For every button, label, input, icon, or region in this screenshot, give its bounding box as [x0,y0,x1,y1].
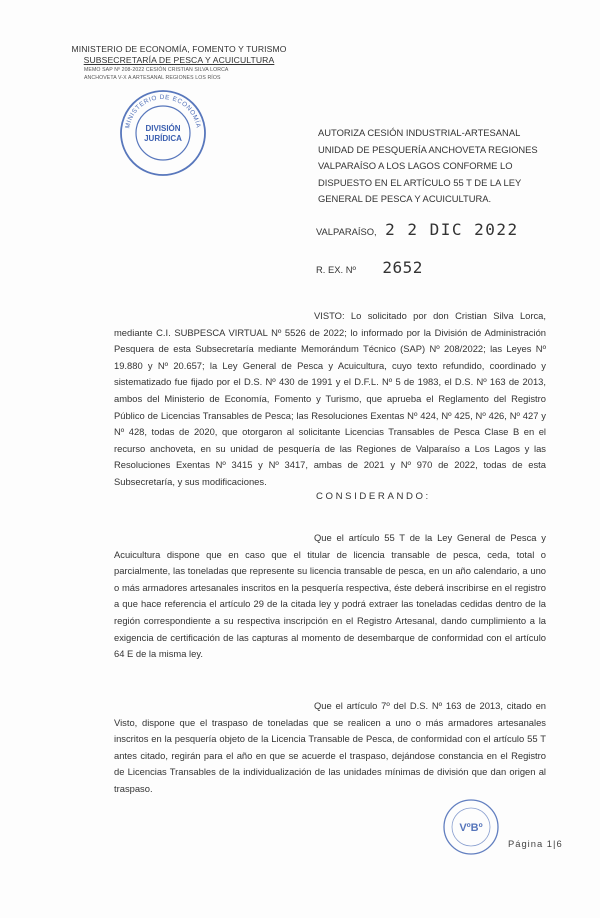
resolution-number-line [316,258,423,278]
date-stamp: 2 2 DIC 2022 [385,220,519,239]
memo-reference-line-1: MEMO SAP Nº 208-2022 CESIÓN CRISTIAN SILVA LORCA [84,67,229,73]
resolution-title: AUTORIZA CESIÓN INDUSTRIAL-ARTESANAL UNIDAD DE PESQUERÍA ANCHOVETA REGIONES VALPARAÍSO A LOS LAGOS CONFORME LO DISPUESTO EN EL ARTÍCULO 55 T DE LA LEY GENERAL DE PESCA Y ACUICULTURA. [318,127,538,204]
stamp-line-2: JURÍDICA [144,134,182,143]
considerando-paragraph-1: Que el artículo 55 T de la Ley General de Pesca y Acuicultura dispone que en caso que el titular de licencia transable de pesca, ceda, total o parcialmente, las toneladas que represente su licencia transable de pesca, en un año calendario, a uno o más armadores artesanales inscritos en la pesquería respectiva, éste deberá inscribirse en el registro a que hace referencia el artículo 29 de la citada ley y podrá extraer las toneladas cedidas dentro de la región correspondiente a su respectiva inscripción en el Registro Artesanal, dando cumplimiento a la exigencia de certificación de las capturas al momento de desembarque de conformidad con el artículo 64 E de la misma ley. [114,532,546,660]
considerando-paragraph-2: Que el artículo 7º del D.S. Nº 163 de 2013, citado en Visto, dispone que el traspaso de toneladas que se realicen a uno o más armadores artesanales inscritos en la pesquería objeto de la Licencia Transable de Pesca, de conformidad con el artículo 55 T antes citado, regirán para el año en que se acuerde el traspaso, dejándose constancia en el Registro de Licencias Transables de la individualización de las unidades mínimas de división que dan origen al traspaso. [114,700,546,794]
rex-label: R. EX. Nº [316,264,356,275]
rex-number: 2652 [382,258,423,277]
subsecretaria-name: SUBSECRETARÍA DE PESCA Y ACUICULTURA [83,55,275,65]
considerando-heading: CONSIDERANDO: [316,491,431,502]
visto-bueno-stamp [441,797,501,857]
vb-stamp-text: VºBº [459,822,483,834]
ministry-name: MINISTERIO DE ECONOMÍA, FOMENTO Y TURISMO [71,44,287,54]
stamp-line-1: DIVISIÓN [145,124,181,133]
stamp-ring-text: MINISTERIO DE ECONOMÍA [124,93,202,130]
date-line [316,220,519,240]
division-juridica-stamp [118,88,208,178]
place-label: VALPARAÍSO, [316,226,377,237]
page-number: Página 1|6 [508,838,563,849]
visto-paragraph: VISTO: Lo solicitado por don Cristian Silva Lorca, mediante C.I. SUBPESCA VIRTUAL Nº 5526 de 2022; lo informado por la División de Administración Pesquera de esta Subsecretaría mediante Memorándum Técnico (SAP) Nº 208/2022; las Leyes Nº 19.880 y Nº 20.657; la Ley General de Pesca y Acuicultura, cuyo texto refundido, coordinado y sistematizado fue fijado por el D.S. Nº 430 de 1991 y el D.F.L. Nº 5 de 1983, el D.S. Nº 163 de 2013, ambos del Ministerio de Economía, Fomento y Turismo, que aprueba el Reglamento del Registro Público de Licencias Transables de Pesca; las Resoluciones Exentas Nº 424, Nº 425, Nº 426, Nº 427 y Nº 428, todas de 2020, que otorgaron al solicitante Licencias Transables de Pesca Clase B en el recurso anchoveta, en su unidad de pesquería de las Regiones de Valparaíso a Los Lagos y las Resoluciones Exentas Nº 3415 y Nº 3417, ambas de 2021 y Nº 970 de 2022, todas de esta Subsecretaría, y sus modificaciones. [114,310,546,487]
memo-reference-line-2: ANCHOVETA V-X A ARTESANAL REGIONES LOS RÍOS [84,75,221,81]
letterhead [64,44,294,82]
